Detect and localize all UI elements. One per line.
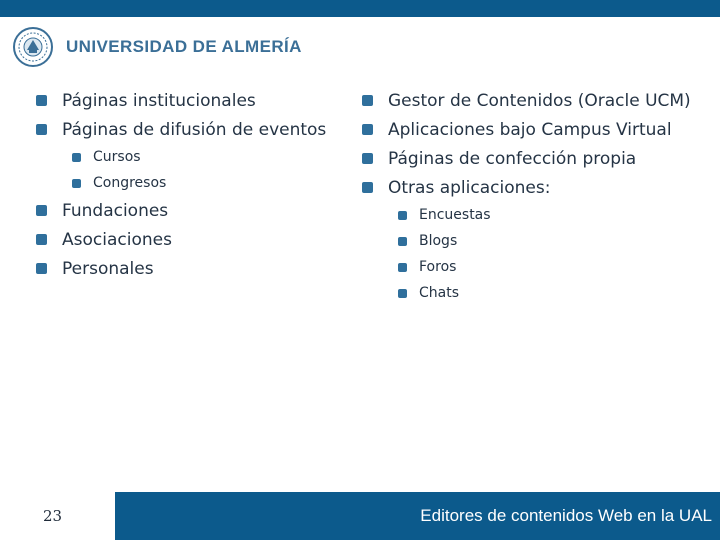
square-bullet-icon [362,95,373,106]
list-item [362,144,691,173]
list-item-label: Asociaciones [62,229,172,250]
list-item-label: Páginas de difusión de eventos [62,119,327,140]
list-item [36,225,326,254]
list-item-label: Otras aplicaciones: [388,177,551,198]
sub-list-item-label: Cursos [93,149,141,165]
list-item [36,196,326,225]
sub-list-item [72,144,326,170]
university-name: UNIVERSIDAD DE ALMERÍA [66,37,302,56]
list-item [362,86,691,115]
sub-list-item [398,254,691,280]
footer-title: Editores de contenidos Web en la UAL [420,506,712,525]
university-seal-icon [12,26,54,68]
list-item [36,115,326,144]
square-bullet-icon [362,153,373,164]
list-item [36,86,326,115]
sub-list-item [72,170,326,196]
top-bar [0,0,720,17]
square-bullet-icon [398,289,407,298]
list-item [36,254,326,283]
university-logo [12,26,302,68]
square-bullet-icon [36,124,47,135]
list-item-label: Personales [62,258,154,279]
square-bullet-icon [36,205,47,216]
square-bullet-icon [72,153,81,162]
list-item-label: Aplicaciones bajo Campus Virtual [388,119,672,140]
square-bullet-icon [36,234,47,245]
right-bullet-list [362,86,691,306]
page-number: 23 [42,507,63,525]
sub-list-item-label: Chats [419,285,460,301]
square-bullet-icon [398,211,407,220]
list-item-label: Páginas institucionales [62,90,256,111]
left-bullet-list [36,86,326,283]
sub-list-item-label: Congresos [93,175,167,191]
list-item [362,115,691,144]
square-bullet-icon [36,263,47,274]
square-bullet-icon [398,237,407,246]
sub-list-item [398,202,691,228]
square-bullet-icon [72,179,81,188]
square-bullet-icon [398,263,407,272]
list-item-label: Fundaciones [62,200,169,221]
sub-list-item [398,280,691,306]
list-item-label: Gestor de Contenidos (Oracle UCM) [388,90,691,111]
sub-list-item-label: Foros [419,259,457,275]
list-item-label: Páginas de confección propia [388,148,637,169]
square-bullet-icon [36,95,47,106]
list-item [362,173,691,202]
square-bullet-icon [362,182,373,193]
sub-list-item [398,228,691,254]
sub-list-item-label: Encuestas [419,207,491,223]
sub-list-item-label: Blogs [419,233,458,249]
square-bullet-icon [362,124,373,135]
